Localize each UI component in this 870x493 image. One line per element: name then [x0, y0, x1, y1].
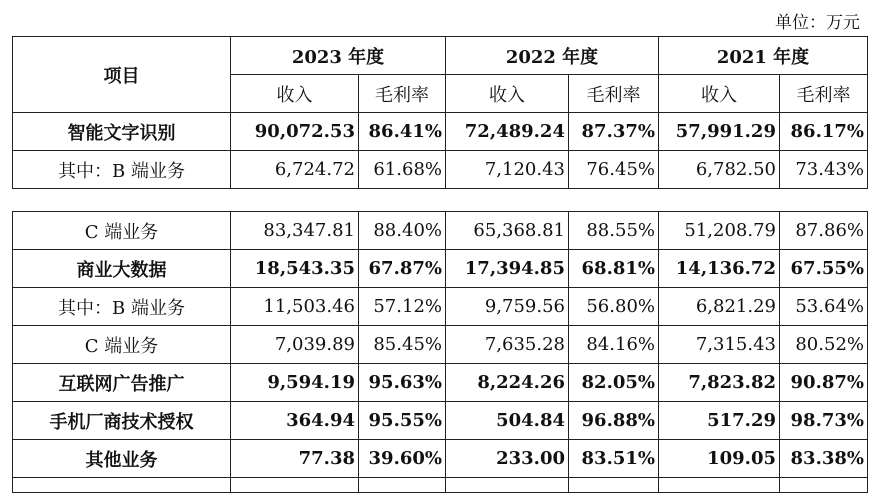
margin-cell: 83.38% [780, 440, 868, 478]
revenue-cell: 51,208.79 [659, 212, 780, 250]
table-row [13, 288, 868, 326]
revenue-cell: 9,594.19 [231, 364, 359, 402]
margin-cell: 57.12% [359, 288, 446, 326]
revenue-cell: 9,759.56 [446, 288, 569, 326]
revenue-cell: 65,368.81 [446, 212, 569, 250]
table-row [13, 326, 868, 364]
margin-header: 毛利率 [359, 75, 446, 113]
revenue-margin-table [12, 36, 868, 493]
revenue-cell: 6,821.29 [659, 288, 780, 326]
revenue-cell: 7,039.89 [231, 326, 359, 364]
margin-cell: 39.60% [359, 440, 446, 478]
margin-cell: 98.73% [780, 402, 868, 440]
margin-cell: 95.55% [359, 402, 446, 440]
margin-cell: 85.45% [359, 326, 446, 364]
margin-cell: 96.88% [569, 402, 659, 440]
row-item-label: 其中：B 端业务 [13, 288, 231, 326]
revenue-cell: 83,347.81 [231, 212, 359, 250]
revenue-cell: 77.38 [231, 440, 359, 478]
page-break-gap [13, 189, 868, 212]
table-row [13, 364, 868, 402]
revenue-cell: 7,315.43 [659, 326, 780, 364]
margin-cell: 73.43% [780, 151, 868, 189]
table-row [13, 151, 868, 189]
revenue-cell: 11,503.46 [231, 288, 359, 326]
table-row [13, 440, 868, 478]
row-item-label: 手机厂商技术授权 [13, 402, 231, 440]
revenue-cell: 72,489.24 [446, 113, 569, 151]
row-item-label: 互联网广告推广 [13, 364, 231, 402]
revenue-cell: 7,120.43 [446, 151, 569, 189]
revenue-cell: 7,823.82 [659, 364, 780, 402]
revenue-cell: 90,072.53 [231, 113, 359, 151]
row-item-label: C 端业务 [13, 326, 231, 364]
margin-cell: 87.37% [569, 113, 659, 151]
revenue-cell: 7,635.28 [446, 326, 569, 364]
margin-cell: 80.52% [780, 326, 868, 364]
year-header: 2021 年度 [659, 37, 868, 75]
margin-cell: 87.86% [780, 212, 868, 250]
header-row-years [13, 37, 868, 75]
row-item-label: 商业大数据 [13, 250, 231, 288]
revenue-cell: 6,724.72 [231, 151, 359, 189]
margin-header: 毛利率 [780, 75, 868, 113]
revenue-header: 收入 [446, 75, 569, 113]
revenue-header: 收入 [659, 75, 780, 113]
revenue-cell: 504.84 [446, 402, 569, 440]
row-item-label: 其中：B 端业务 [13, 151, 231, 189]
margin-cell: 56.80% [569, 288, 659, 326]
margin-cell: 67.87% [359, 250, 446, 288]
revenue-cell: 57,991.29 [659, 113, 780, 151]
year-header: 2023 年度 [231, 37, 446, 75]
revenue-cell: 18,543.35 [231, 250, 359, 288]
margin-cell: 82.05% [569, 364, 659, 402]
table-row [13, 212, 868, 250]
table-body [13, 113, 868, 493]
margin-cell: 90.87% [780, 364, 868, 402]
table-row [13, 113, 868, 151]
row-item-label: C 端业务 [13, 212, 231, 250]
row-item-label: 其他业务 [13, 440, 231, 478]
row-item-label: 智能文字识别 [13, 113, 231, 151]
margin-cell: 53.64% [780, 288, 868, 326]
revenue-header: 收入 [231, 75, 359, 113]
table-row [13, 402, 868, 440]
revenue-cell: 17,394.85 [446, 250, 569, 288]
margin-cell: 76.45% [569, 151, 659, 189]
margin-cell: 95.63% [359, 364, 446, 402]
item-header: 项目 [13, 37, 231, 113]
truncated-row [13, 478, 868, 493]
margin-cell: 86.41% [359, 113, 446, 151]
unit-label: 单位：万元 [775, 13, 860, 33]
revenue-cell: 8,224.26 [446, 364, 569, 402]
margin-cell: 84.16% [569, 326, 659, 364]
margin-cell: 68.81% [569, 250, 659, 288]
margin-cell: 83.51% [569, 440, 659, 478]
revenue-cell: 6,782.50 [659, 151, 780, 189]
margin-header: 毛利率 [569, 75, 659, 113]
margin-cell: 88.55% [569, 212, 659, 250]
revenue-cell: 364.94 [231, 402, 359, 440]
revenue-cell: 517.29 [659, 402, 780, 440]
table-row [13, 250, 868, 288]
revenue-cell: 14,136.72 [659, 250, 780, 288]
margin-cell: 88.40% [359, 212, 446, 250]
margin-cell: 67.55% [780, 250, 868, 288]
revenue-cell: 109.05 [659, 440, 780, 478]
year-header: 2022 年度 [446, 37, 659, 75]
margin-cell: 61.68% [359, 151, 446, 189]
revenue-cell: 233.00 [446, 440, 569, 478]
margin-cell: 86.17% [780, 113, 868, 151]
